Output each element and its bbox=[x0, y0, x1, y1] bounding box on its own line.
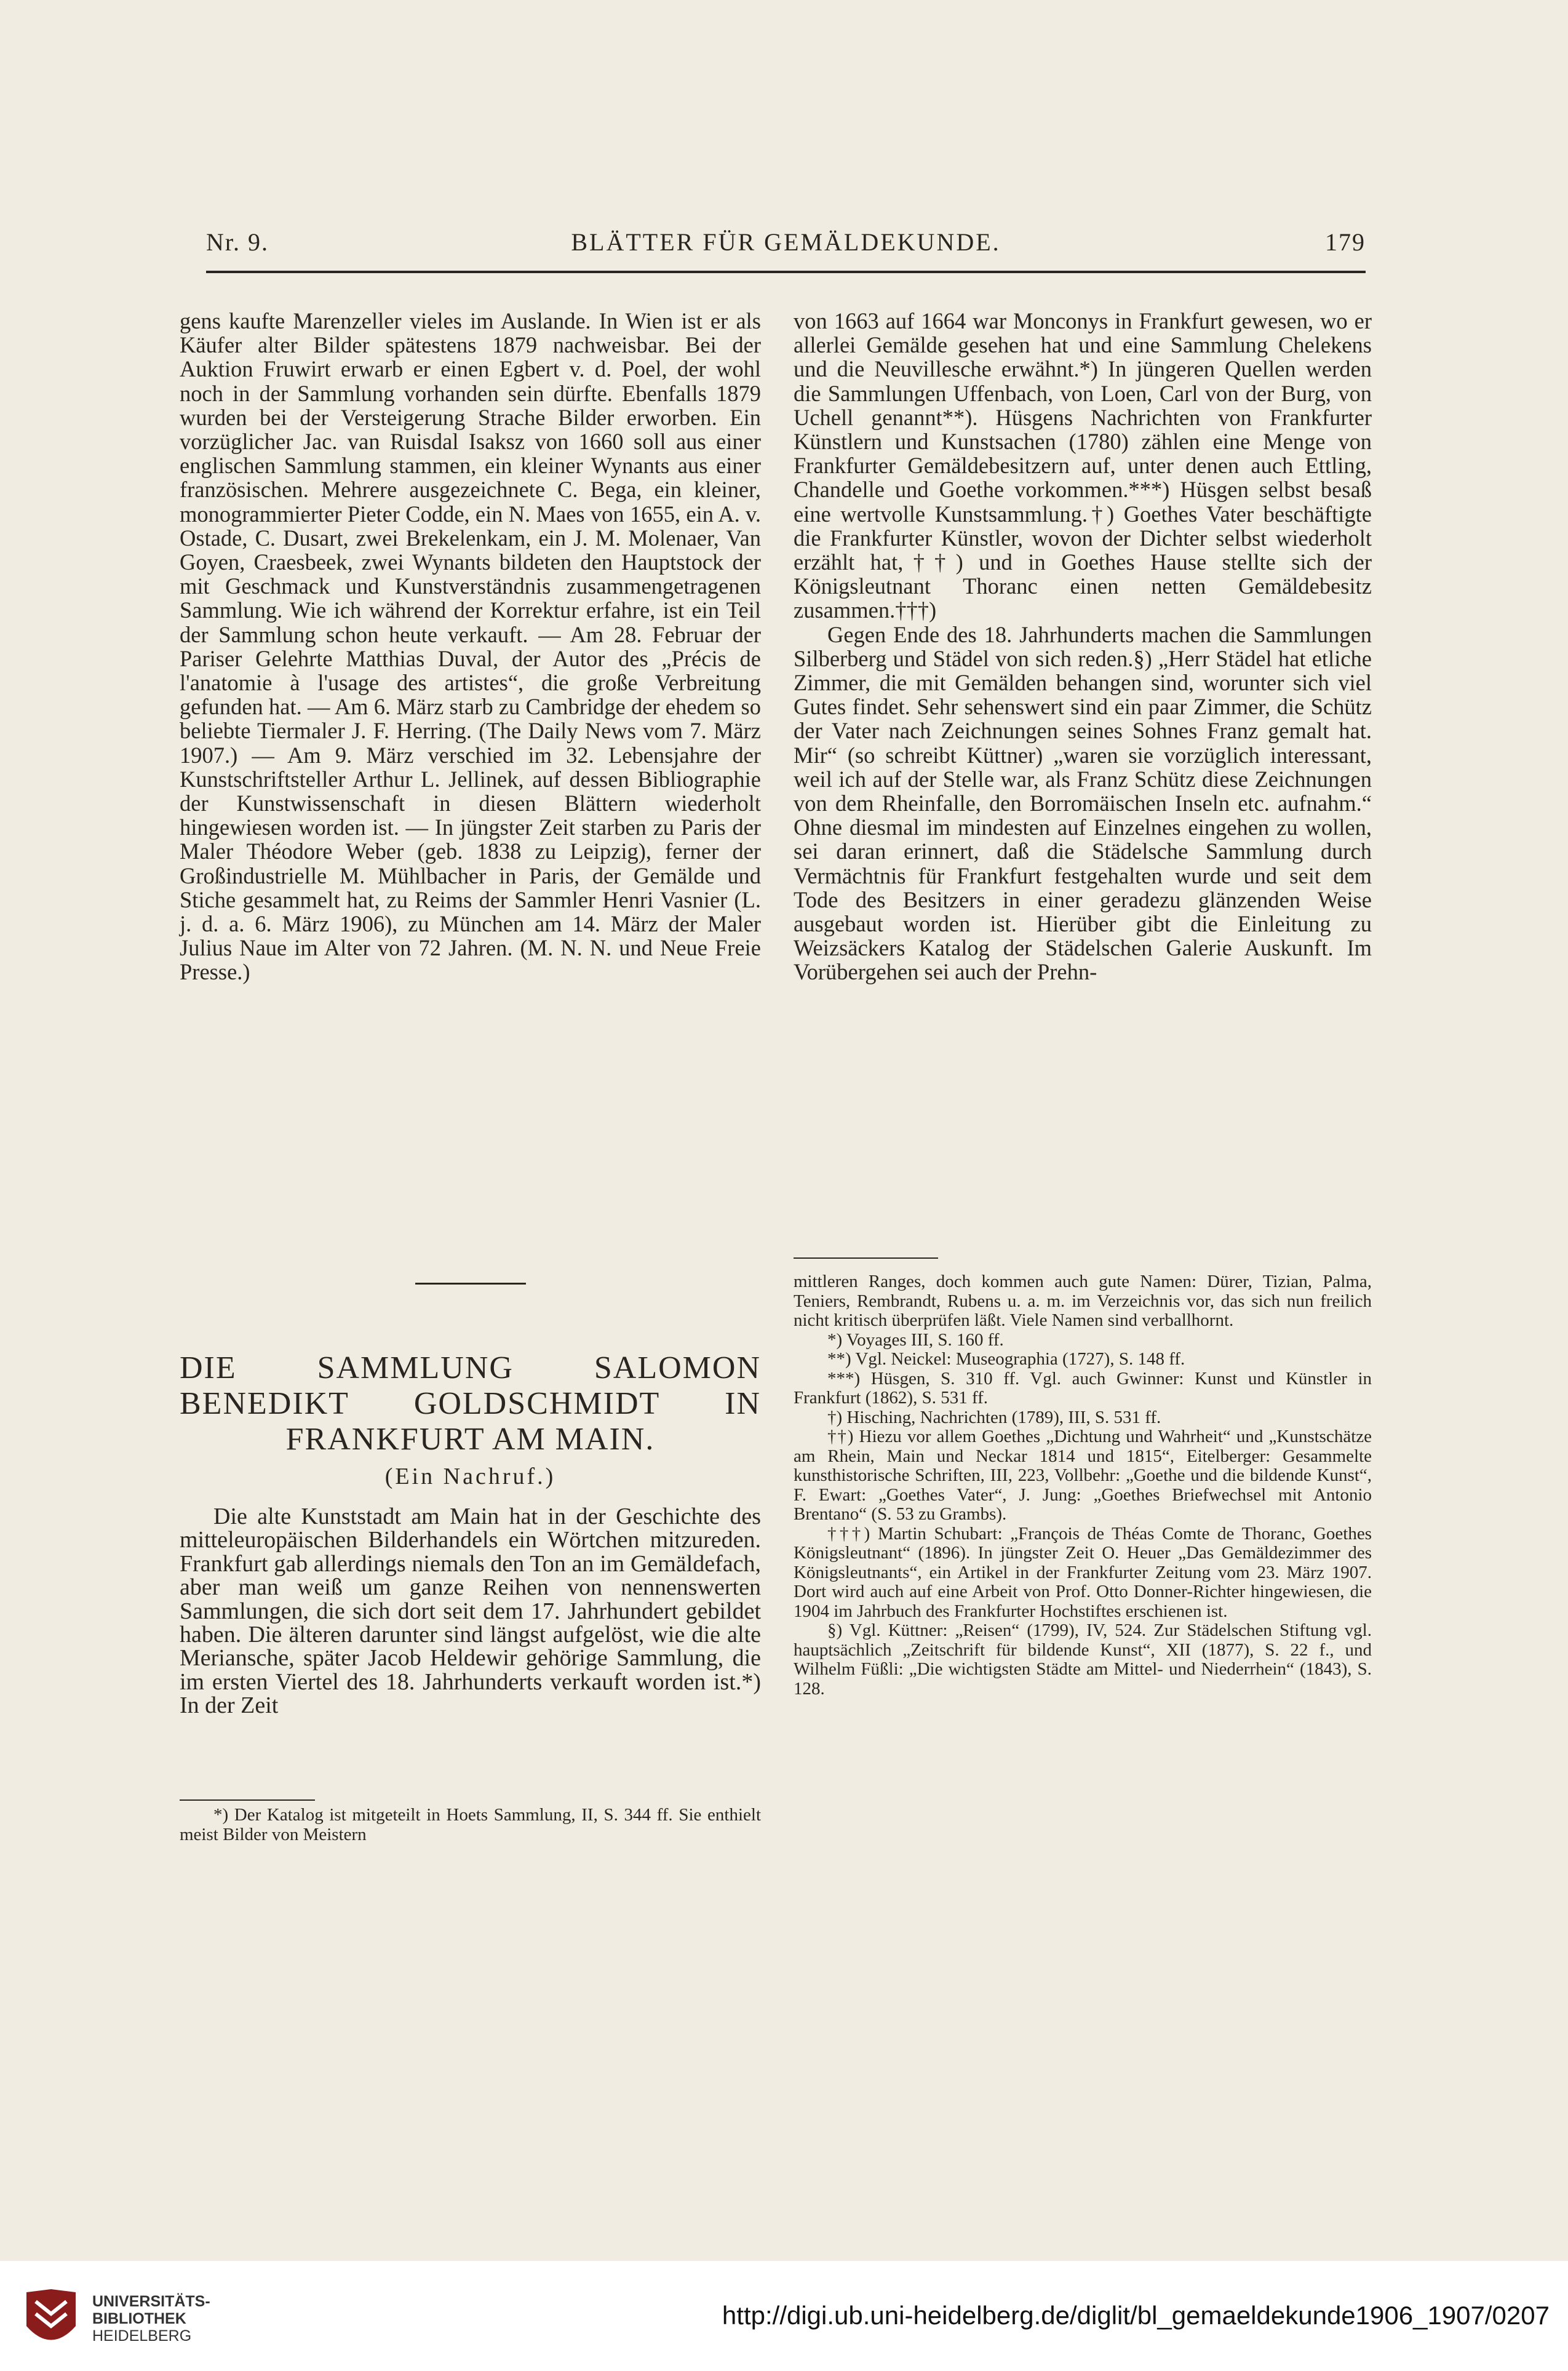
footnotes-right bbox=[794, 1272, 1372, 1699]
running-header bbox=[206, 228, 1366, 265]
page-number: 179 bbox=[1325, 228, 1366, 256]
article-title-line2: BENEDIKT GOLDSCHMIDT IN bbox=[180, 1386, 761, 1421]
library-line1: UNIVERSITÄTS- bbox=[92, 2293, 210, 2310]
library-name bbox=[92, 2293, 210, 2345]
right-paragraph-1: von 1663 auf 1664 war Monconys in Frankfurt gewesen, wo er allerlei Gemälde gesehen hat und eine Sammlung Chelekens und die Neuvillesche erwähnt.*) In jüngeren Quellen werden die Sammlungen Uffenbach, von Loen, Carl von der Burg, von Uchell genannt**). Hüsgens Nachrichten von Frankfurter Künstlern und Kunstsachen (1780) zählen eine Menge von Frankfurter Gemäldebesitzern auf, unter denen auch Ettling, Chandelle und Goethe vorkommen.***) Hüsgen selbst besaß eine wertvolle Kunstsammlung.†) Goethes Vater beschäftigte die Frankfurter Künstler, wovon der Dichter selbst wiederholt erzählt hat,††) und in Goethes Hause stellte sich der Königsleutnant Thoranc einen netten Gemäldebesitz zusammen.†††) bbox=[794, 308, 1372, 623]
right-paragraph-2: Gegen Ende des 18. Jahrhunderts machen die Sammlungen Silberberg und Städel von sich reden.§) „Herr Städel hat etliche Zimmer, die mit Gemälden behangen sind, worunter sich viel Gutes findet. Sehr sehenswert sind ein paar Zimmer, die Schütz der Vater nach Zeichnungen seines Sohnes Franz gemalt hat. Mir“ (so schreibt Küttner) „waren sie vorzüglich interessant, weil ich auf der Stelle war, als Franz Schütz diese Zeichnungen von dem Rheinfalle, den Borromäischen Inseln etc. aufnahm.“ Ohne diesmal im mindesten auf Einzelnes eingehen zu wollen, sei daran erinnert, daß die Städelsche Sammlung durch Vermächtnis für Frankfurt festgehalten wurde und seit dem Tode des Besitzers in einer geradezu glänzenden Weise ausgebaut worden ist. Hierüber gibt die Einleitung zu Weizsäckers Katalog der Städelschen Galerie Auskunft. Im Vorübergehen sei auch der Prehn- bbox=[794, 621, 1372, 985]
footnote-left-text: *) Der Katalog ist mitgeteilt in Hoets Sammlung, II, S. 344 ff. Sie enthielt meist Bilder von Meistern bbox=[180, 1805, 761, 1844]
footnote-left bbox=[180, 1806, 761, 1844]
permalink-url[interactable]: http://digi.ub.uni-heidelberg.de/diglit/bl_gemaeldekunde1906_1907/0207 bbox=[722, 2301, 1550, 2330]
article-subtitle: (Ein Nachruf.) bbox=[384, 1464, 556, 1489]
left-column-text: gens kaufte Marenzeller vieles im Auslande. In Wien ist er als Käufer alter Bilder spätestens 1879 nachweisbar. Bei der Auktion Fruwirt erwarb er einen Egbert v. d. Poel, der wohl noch in der Sammlung vorhanden sein dürfte. Ebenfalls 1879 wurden bei der Versteigerung Strache Bilder erworben. Ein vorzüglicher Jac. van Ruisdal Isaksz von 1660 soll aus einer englischen Sammlung stammen, ein kleiner Wynants aus einer französischen. Mehrere ausgezeichnete C. Bega, ein kleiner, monogrammierter Pieter Codde, ein N. Maes von 1655, ein A. v. Ostade, C. Dusart, zwei Brekelenkam, ein J. M. Molenaer, Van Goyen, Craesbeek, zwei Wynants bildeten den Hauptstock der mit Geschmack und Kunstverständnis zusammengetragenen Sammlung. Wie ich während der Korrektur erfahre, ist ein Teil der Sammlung schon heute verkauft. — Am 28. Februar der Pariser Gelehrte Matthias Duval, der Autor des „Précis de l'anatomie à l'usage des artistes“, die große Verbreitung gefunden hat. — Am 6. März starb zu Cambridge der ehedem so beliebte Tiermaler J. F. Herring. (The Daily News vom 7. März 1907.) — Am 9. März verschied im 32. Lebensjahre der Kunstschriftsteller Arthur L. Jellinek, auf dessen Bibliographie der Kunstwissenschaft in diesen Blättern wiederholt hingewiesen worden ist. — In jüngster Zeit starben zu Paris der Maler Théodore Weber (geb. 1838 zu Leipzig), ferner der Großindustrielle M. Mühlbacher in Paris, der Gemälde und Stiche gesammelt hat, zu Reims der Sammler Henri Vasnier (L. j. d. a. 6. März 1906), zu München am 14. März der Maler Julius Naue im Alter von 72 Jahren. (M. N. N. und Neue Freie Presse.) bbox=[180, 308, 761, 985]
footnote-star2: **) Vgl. Neickel: Museographia (1727), S. 148 ff. bbox=[827, 1349, 1185, 1369]
footnote-dagger2: ††) Hiezu vor allem Goethes „Dichtung und Wahrheit“ und „Kunstschätze am Rhein, Main und Neckar 1814 und 1815“, Eitelberger: Gesammelte kunsthistorische Schriften, III, 223, Vollbehr: „Goethe und die bildende Kunst“, F. Ewart: „Goethes Vater“, J. Jung: „Goethes Briefwechsel mit Antonio Brentano“ (S. 53 zu Grambs). bbox=[794, 1427, 1372, 1524]
article-title-line1: DIE SAMMLUNG SALOMON bbox=[180, 1350, 761, 1385]
library-line2: BIBLIOTHEK bbox=[92, 2310, 186, 2327]
footnote-rule-right bbox=[794, 1257, 938, 1259]
article-title bbox=[180, 1350, 761, 1457]
journal-title: BLÄTTER FÜR GEMÄLDEKUNDE. bbox=[571, 228, 1001, 256]
header-rule bbox=[206, 271, 1366, 273]
issue-number: Nr. 9. bbox=[206, 228, 269, 256]
footnote-dagger3: †††) Martin Schubart: „François de Théas Comte de Thoranc, Goethes Königsleutnant“ (1896). In jüngster Zeit O. Heuer „Das Gemäldezimmer des Königsleutnants“, ein Artikel in der Frankfurter Zeitung vom 23. März 1907. Dort wird auch auf eine Arbeit von Prof. Otto Donner-Richter hingewiesen, die 1904 im Jahrbuch des Frankfurter Hochstiftes erschienen ist. bbox=[794, 1523, 1372, 1621]
right-column bbox=[794, 309, 1372, 984]
article-body bbox=[180, 1505, 761, 1718]
footnote-star3: ***) Hüsgen, S. 310 ff. Vgl. auch Gwinner: Kunst und Künstler in Frankfurt (1862), S. 531 ff. bbox=[794, 1368, 1372, 1408]
article-title-line3: FRANKFURT AM MAIN. bbox=[285, 1422, 655, 1457]
article-paragraph: Die alte Kunststadt am Main hat in der Geschichte des mitteleuropäischen Bilderhandels ein Wörtchen mitzureden. Frankfurt gab allerdings niemals den Ton an im Gemäldefach, aber man weiß um ganze Reihen von nennenswerten Sammlungen, die sich dort seit dem 17. Jahrhundert gebildet haben. Die älteren darunter sind längst aufgelöst, wie die alte Meriansche, später Jacob Heldewir gehörige Sammlung, die im ersten Viertel des 18. Jahrhunderts verkauft worden ist.*) In der Zeit bbox=[180, 1504, 761, 1719]
library-line3: HEIDELBERG bbox=[92, 2327, 192, 2345]
viewer-footer bbox=[0, 2261, 1568, 2371]
footnote-section: §) Vgl. Küttner: „Reisen“ (1799), IV, 524. Zur Städelschen Stiftung vgl. hauptsächlich „Zeitschrift für bildende Kunst“, XII (1877), S. 22 f., und Wilhelm Füßli: „Die wichtigsten Städte am Mittel- und Niederrhein“ (1843), S. 128. bbox=[794, 1620, 1372, 1699]
footnote-star1: *) Voyages III, S. 160 ff. bbox=[827, 1329, 1004, 1350]
footnote-rule-left bbox=[180, 1799, 315, 1801]
section-divider bbox=[415, 1283, 526, 1285]
footnote-dagger1: †) Hisching, Nachrichten (1789), III, S. 531 ff. bbox=[827, 1407, 1161, 1427]
university-seal-icon bbox=[17, 2283, 85, 2357]
footnote-continuation: mittleren Ranges, doch kommen auch gute Namen: Dürer, Tizian, Palma, Teniers, Rembrandt, Rubens u. a. m. im Verzeichnis vor, das sich nun freilich nicht kritisch überprüfen läßt. Viele Namen sind verballhornt. bbox=[794, 1272, 1372, 1330]
left-column bbox=[180, 309, 761, 984]
